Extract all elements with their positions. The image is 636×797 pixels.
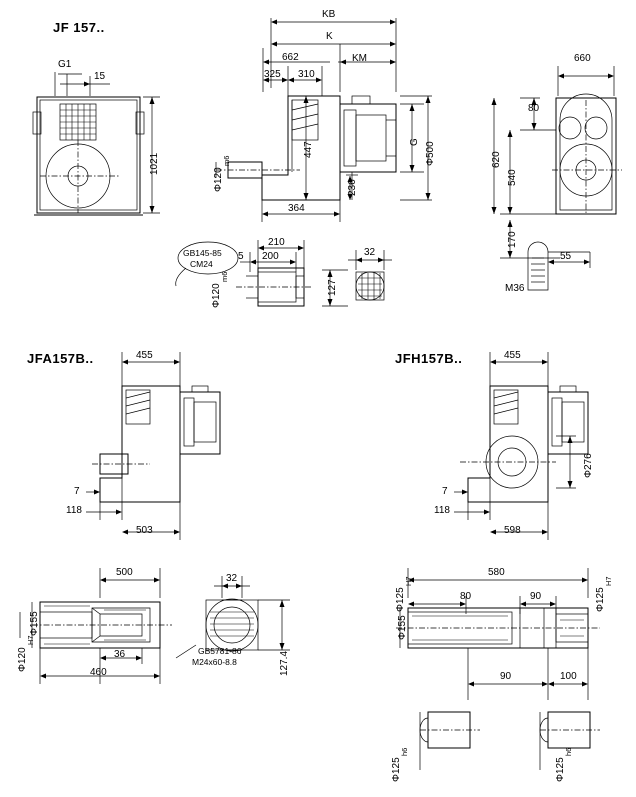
jfa-dim-127-4: 127.4 — [279, 650, 290, 676]
note-cm24: CM24 — [190, 259, 213, 269]
dim-55: 55 — [560, 251, 572, 262]
jfh-dim-phi125-h6-left: Φ125 — [391, 757, 402, 782]
dim-32-detail: 32 — [364, 247, 376, 258]
dim-m36: M36 — [505, 283, 525, 294]
jfh-dim-phi125-h7-left-tol: H7 — [404, 576, 413, 586]
dim-364: 364 — [288, 203, 305, 214]
jfh-dim-phi125-h7-right-tol: H7 — [604, 576, 613, 586]
dim-236: 236 — [347, 179, 358, 196]
dim-km: KM — [352, 53, 367, 64]
note-gb145: GB145-85 — [183, 248, 222, 258]
jfa-dim-7: 7 — [74, 486, 80, 497]
dim-662: 662 — [282, 52, 299, 63]
dim-170: 170 — [507, 231, 518, 248]
section-title-jf157: JF 157.. — [53, 20, 105, 35]
dim-5: 5 — [238, 251, 244, 262]
section-title-jfh157b: JFH157B.. — [395, 351, 463, 366]
jfa-note-gb5781: GB5781-86 — [198, 646, 242, 656]
dim-540: 540 — [507, 169, 518, 186]
jfh-dim-7: 7 — [442, 486, 448, 497]
dim-phi120-m6-bottom: Φ120 — [211, 283, 222, 308]
jfh-dim-phi125-h6-right-tol: h6 — [564, 747, 573, 756]
dim-g1: G1 — [58, 59, 72, 70]
jfh-dim-100: 100 — [560, 671, 577, 682]
dim-15: 15 — [94, 71, 106, 82]
dim-660: 660 — [574, 53, 591, 64]
jfh-dim-phi155: Φ155 — [397, 615, 408, 640]
jfa-note-bolt: M24x60-8.8 — [192, 657, 237, 667]
dim-80: 80 — [528, 103, 540, 114]
jfh-dim-80: 80 — [460, 591, 472, 602]
jfh-dim-580: 580 — [488, 567, 505, 578]
dim-phi120-m6-bottom-tol: m6 — [220, 271, 229, 282]
dim-447: 447 — [303, 141, 314, 158]
jfa-dim-460: 460 — [90, 667, 107, 678]
dim-phi120-m6-top: Φ120 — [213, 167, 224, 192]
jfh-dim-455: 455 — [504, 350, 521, 361]
jfh-dim-phi125-h6-left-tol: h6 — [400, 747, 409, 756]
jfh-dim-90-top: 90 — [530, 591, 542, 602]
dim-kb: KB — [322, 9, 336, 20]
dim-g: G — [409, 138, 420, 146]
jfa-dim-118: 118 — [66, 505, 82, 516]
jfa-dim-phi120-h7: Φ120 — [17, 647, 28, 672]
jfh-dim-90-bottom: 90 — [500, 671, 512, 682]
jfa-dim-503: 503 — [136, 525, 153, 536]
jfh-dim-118: 118 — [434, 505, 450, 516]
jfh-dim-phi125-h7-right: Φ125 — [595, 587, 606, 612]
jfh-dim-phi125-h7-left: Φ125 — [395, 587, 406, 612]
dim-200: 200 — [262, 251, 279, 262]
dim-1021: 1021 — [149, 152, 160, 175]
jfa-dim-32: 32 — [226, 573, 238, 584]
jfa-dim-500: 500 — [116, 567, 133, 578]
dim-phi500: Φ500 — [425, 141, 436, 166]
jfh-dim-phi125-h6-right: Φ125 — [555, 757, 566, 782]
jfh-dim-phi276: Φ276 — [583, 453, 594, 478]
section-title-jfa157b: JFA157B.. — [27, 351, 94, 366]
dim-310: 310 — [298, 69, 315, 80]
jfa-dim-36: 36 — [114, 649, 126, 660]
jfa-dim-phi120-h7-tol: H7 — [26, 635, 35, 645]
jfa-dim-455: 455 — [136, 350, 153, 361]
dim-k: K — [326, 31, 333, 42]
dim-325: 325 — [264, 69, 281, 80]
dim-210: 210 — [268, 237, 285, 248]
dim-phi120-m6-top-tol: m6 — [222, 155, 231, 166]
dim-127: 127 — [327, 279, 338, 296]
jfa-dim-phi155: Φ155 — [29, 611, 40, 636]
jfh-dim-598: 598 — [504, 525, 521, 536]
dim-620: 620 — [491, 151, 502, 168]
